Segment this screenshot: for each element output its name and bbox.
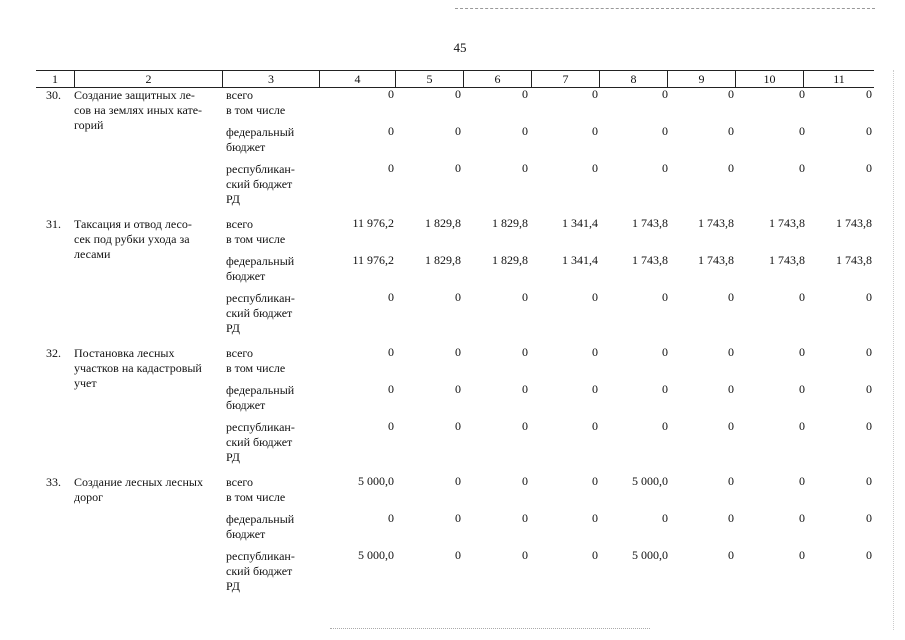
value-cell-col10: 1 743,8 (769, 253, 805, 267)
value-cell-col11: 0 (866, 345, 872, 359)
funding-row (36, 511, 874, 548)
value-cell-col11: 0 (866, 382, 872, 396)
value-cell-col8: 1 743,8 (632, 216, 668, 230)
value-cell-col9: 1 743,8 (698, 253, 734, 267)
value-cell-col4: 0 (388, 382, 394, 396)
value-cell-col9: 0 (728, 548, 734, 562)
value-cell-col7: 0 (592, 548, 598, 562)
funding-source: республикан- ский бюджет РД (226, 162, 295, 206)
value-cell-col10: 0 (799, 474, 805, 488)
funding-source: республикан- ский бюджет РД (226, 549, 295, 593)
value-cell-col9: 0 (728, 87, 734, 101)
value-cell-col6: 0 (522, 419, 528, 433)
value-cell-col5: 0 (455, 290, 461, 304)
value-cell-col10: 0 (799, 87, 805, 101)
scan-artifact-bottom (330, 628, 650, 629)
value-cell-col7: 0 (592, 124, 598, 138)
value-cell-col5: 0 (455, 474, 461, 488)
value-cell-col6: 1 829,8 (492, 253, 528, 267)
funding-source: республикан- ский бюджет РД (226, 291, 295, 335)
value-cell-col10: 0 (799, 419, 805, 433)
row-number: 33. (46, 475, 61, 489)
column-header-2: 2 (74, 71, 222, 87)
measure-name: Постановка лесных участков на кадастровый учет (74, 346, 202, 390)
value-cell-col8: 0 (662, 161, 668, 175)
value-cell-col4: 11 976,2 (352, 253, 394, 267)
funding-row (36, 253, 874, 290)
value-cell-col11: 0 (866, 419, 872, 433)
row-number: 30. (46, 88, 61, 102)
scan-artifact-top (455, 8, 875, 9)
value-cell-col9: 0 (728, 474, 734, 488)
value-cell-col4: 0 (388, 345, 394, 359)
value-cell-col8: 0 (662, 511, 668, 525)
value-cell-col4: 5 000,0 (358, 474, 394, 488)
value-cell-col5: 1 829,8 (425, 216, 461, 230)
funding-source: всего в том числе (226, 217, 286, 246)
value-cell-col5: 0 (455, 548, 461, 562)
column-header-5: 5 (395, 71, 463, 87)
value-cell-col8: 0 (662, 419, 668, 433)
column-header-7: 7 (531, 71, 599, 87)
value-cell-col7: 0 (592, 382, 598, 396)
value-cell-col9: 0 (728, 161, 734, 175)
value-cell-col9: 0 (728, 419, 734, 433)
value-cell-col11: 1 743,8 (836, 253, 872, 267)
page-number: 45 (453, 40, 467, 55)
funding-row (36, 419, 874, 471)
value-cell-col8: 0 (662, 290, 668, 304)
value-cell-col7: 0 (592, 345, 598, 359)
funding-source: всего в том числе (226, 88, 286, 117)
value-cell-col5: 0 (455, 419, 461, 433)
funding-row (36, 548, 874, 600)
value-cell-col5: 0 (455, 161, 461, 175)
value-cell-col8: 1 743,8 (632, 253, 668, 267)
funding-source: федеральный бюджет (226, 512, 295, 541)
value-cell-col11: 0 (866, 290, 872, 304)
value-cell-col5: 0 (455, 345, 461, 359)
funding-row (36, 124, 874, 161)
value-cell-col8: 0 (662, 382, 668, 396)
value-cell-col10: 1 743,8 (769, 216, 805, 230)
value-cell-col4: 0 (388, 511, 394, 525)
value-cell-col7: 0 (592, 419, 598, 433)
value-cell-col9: 1 743,8 (698, 216, 734, 230)
value-cell-col6: 0 (522, 345, 528, 359)
table-row-group (36, 474, 874, 603)
column-header-6: 6 (463, 71, 531, 87)
table-body (36, 87, 874, 603)
value-cell-col4: 0 (388, 87, 394, 101)
table-row-group (36, 345, 874, 474)
value-cell-col10: 0 (799, 124, 805, 138)
value-cell-col4: 5 000,0 (358, 548, 394, 562)
funding-source: всего в том числе (226, 346, 286, 375)
value-cell-col11: 0 (866, 124, 872, 138)
funding-row (36, 161, 874, 213)
value-cell-col8: 0 (662, 87, 668, 101)
funding-source: федеральный бюджет (226, 125, 295, 154)
funding-source: федеральный бюджет (226, 383, 295, 412)
value-cell-col7: 1 341,4 (562, 253, 598, 267)
value-cell-col10: 0 (799, 382, 805, 396)
value-cell-col6: 0 (522, 290, 528, 304)
value-cell-col10: 0 (799, 511, 805, 525)
value-cell-col6: 1 829,8 (492, 216, 528, 230)
funding-source: республикан- ский бюджет РД (226, 420, 295, 464)
funding-row (36, 216, 874, 253)
value-cell-col9: 0 (728, 124, 734, 138)
value-cell-col7: 0 (592, 290, 598, 304)
value-cell-col7: 0 (592, 511, 598, 525)
value-cell-col11: 0 (866, 548, 872, 562)
value-cell-col11: 0 (866, 511, 872, 525)
value-cell-col7: 0 (592, 87, 598, 101)
value-cell-col9: 0 (728, 511, 734, 525)
funding-source: всего в том числе (226, 475, 286, 504)
table-row-group (36, 87, 874, 216)
column-header-1: 1 (52, 72, 58, 86)
value-cell-col5: 0 (455, 511, 461, 525)
value-cell-col8: 0 (662, 345, 668, 359)
column-header-3: 3 (222, 71, 319, 87)
column-header-4: 4 (319, 71, 395, 87)
value-cell-col9: 0 (728, 345, 734, 359)
value-cell-col8: 0 (662, 124, 668, 138)
value-cell-col8: 5 000,0 (632, 548, 668, 562)
scan-artifact-right (893, 70, 894, 630)
value-cell-col4: 0 (388, 124, 394, 138)
value-cell-col6: 0 (522, 161, 528, 175)
column-header-9: 9 (667, 71, 735, 87)
value-cell-col8: 5 000,0 (632, 474, 668, 488)
value-cell-col6: 0 (522, 511, 528, 525)
value-cell-col7: 0 (592, 474, 598, 488)
value-cell-col5: 0 (455, 87, 461, 101)
funding-row (36, 382, 874, 419)
value-cell-col11: 1 743,8 (836, 216, 872, 230)
value-cell-col11: 0 (866, 474, 872, 488)
value-cell-col10: 0 (799, 290, 805, 304)
row-number: 32. (46, 346, 61, 360)
column-header-11: 11 (803, 71, 874, 87)
value-cell-col6: 0 (522, 382, 528, 396)
value-cell-col7: 0 (592, 161, 598, 175)
table-row-group (36, 216, 874, 345)
value-cell-col5: 0 (455, 124, 461, 138)
value-cell-col6: 0 (522, 548, 528, 562)
row-number: 31. (46, 217, 61, 231)
table-header (36, 70, 874, 88)
measure-name: Таксация и отвод лесо- сек под рубки ухода за лесами (74, 217, 192, 261)
value-cell-col9: 0 (728, 382, 734, 396)
value-cell-col6: 0 (522, 124, 528, 138)
value-cell-col4: 11 976,2 (352, 216, 394, 230)
value-cell-col4: 0 (388, 161, 394, 175)
value-cell-col5: 1 829,8 (425, 253, 461, 267)
value-cell-col10: 0 (799, 161, 805, 175)
column-header-10: 10 (735, 71, 803, 87)
value-cell-col11: 0 (866, 161, 872, 175)
value-cell-col9: 0 (728, 290, 734, 304)
measure-name: Создание защитных ле- сов на землях иных кате- горий (74, 88, 203, 132)
value-cell-col4: 0 (388, 419, 394, 433)
funding-row (36, 474, 874, 511)
value-cell-col10: 0 (799, 345, 805, 359)
funding-row (36, 290, 874, 342)
column-header-8: 8 (599, 71, 667, 87)
funding-row (36, 345, 874, 382)
value-cell-col10: 0 (799, 548, 805, 562)
value-cell-col5: 0 (455, 382, 461, 396)
measure-name: Создание лесных лесных дорог (74, 475, 203, 504)
funding-source: федеральный бюджет (226, 254, 295, 283)
value-cell-col6: 0 (522, 474, 528, 488)
funding-row (36, 87, 874, 124)
value-cell-col6: 0 (522, 87, 528, 101)
value-cell-col11: 0 (866, 87, 872, 101)
value-cell-col7: 1 341,4 (562, 216, 598, 230)
value-cell-col4: 0 (388, 290, 394, 304)
